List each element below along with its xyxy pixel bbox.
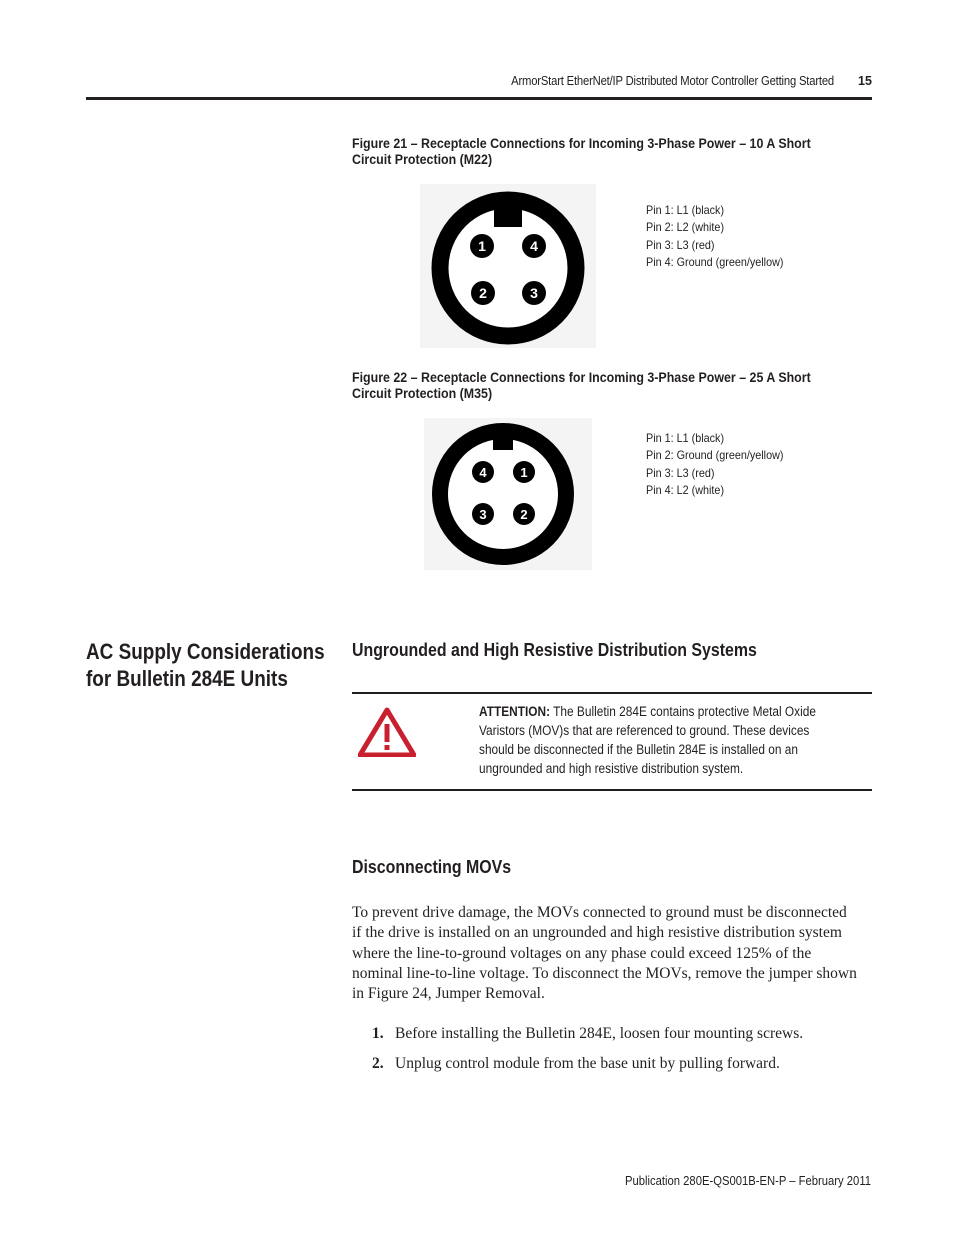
running-header-title: ArmorStart EtherNet/IP Distributed Motor Controller Getting Started [511,74,834,88]
body-line: in Figure 24, Jumper Removal. [352,985,545,1003]
pin-1-label: 1 [520,465,528,480]
pin-3-label: 3 [479,507,487,522]
figure-21-caption-line-2: Circuit Protection (M22) [352,152,493,167]
attention-bottom-rule [352,789,872,791]
body-line: if the drive is installed on an ungrounded and high resistive distribution system [352,924,842,942]
header-rule [86,97,872,100]
figure-21-caption-line-1: Figure 21 – Receptacle Connections for Incoming 3-Phase Power – 10 A Short [352,136,811,151]
keyway-notch [493,432,513,450]
pin-description: Pin 1: L1 (black) [646,431,725,445]
attention-label: ATTENTION: [479,704,551,719]
attention-notice [479,702,849,778]
step-text: Before installing the Bulletin 284E, loosen four mounting screws. [395,1025,804,1042]
pin-4-label: 4 [530,238,538,254]
subheading-disconnecting-movs: Disconnecting MOVs [352,856,512,877]
attention-line-1 [479,702,849,721]
figure-22-caption-line-1: Figure 22 – Receptacle Connections for Incoming 3-Phase Power – 25 A Short [352,370,811,385]
pin-2-label: 2 [479,285,487,301]
body-line: nominal line-to-line voltage. To disconnect the MOVs, remove the jumper shown [352,964,857,982]
attention-line-4: ungrounded and high resistive distribution system. [479,761,744,776]
warning-triangle-icon [358,707,416,757]
keyway-notch [494,199,522,227]
body-line: To prevent drive damage, the MOVs connected to ground must be disconnected [352,904,847,921]
publication-footer: Publication 280E-QS001B-EN-P – February 2011 [625,1174,871,1188]
pin-2-label: 2 [520,507,528,522]
section-heading-line-2: for Bulletin 284E Units [86,666,288,691]
attention-line-3: should be disconnected if the Bulletin 284E is installed on an [479,742,798,757]
pin-description: Pin 2: Ground (green/yellow) [646,448,784,463]
step-2 [372,1055,780,1073]
figure-22-caption-line-2: Circuit Protection (M35) [352,386,493,401]
figure-21-caption [352,136,830,168]
pin-3-label: 3 [530,285,538,301]
body-line: where the line-to-ground voltages on any phase could exceed 125% of the [352,944,812,962]
pin-description: Pin 3: L3 (red) [646,237,715,252]
pin-1-label: 1 [478,238,486,254]
m35-receptacle-diagram [424,418,592,570]
section-heading-line-1: AC Supply Considerations [86,639,325,664]
figure-22-pin-list [646,430,783,499]
attention-line-2: Varistors (MOV)s that are referenced to ground. These devices [479,723,810,738]
step-1 [372,1025,803,1043]
figure-21-pin-list [646,202,783,271]
pin-description: Pin 3: L3 (red) [646,465,715,480]
section-heading [86,638,325,692]
m22-receptacle-diagram [420,184,596,348]
step-text: Unplug control module from the base unit by pulling forward. [395,1055,780,1072]
pin-description: Pin 2: L2 (white) [646,220,725,235]
attention-top-rule [352,692,872,694]
figure-22-caption [352,370,830,402]
attention-text: The Bulletin 284E contains protective Metal Oxide [550,704,816,719]
body-paragraph [352,903,872,1004]
subheading-ungrounded-systems: Ungrounded and High Resistive Distribution Systems [352,639,757,660]
pin-description: Pin 1: L1 (black) [646,203,725,217]
pin-4-label: 4 [479,465,487,480]
pin-description: Pin 4: L2 (white) [646,482,725,497]
page-number: 15 [858,74,872,88]
step-number: 2. [372,1055,384,1072]
pin-description: Pin 4: Ground (green/yellow) [646,254,784,269]
step-number: 1. [372,1025,384,1042]
